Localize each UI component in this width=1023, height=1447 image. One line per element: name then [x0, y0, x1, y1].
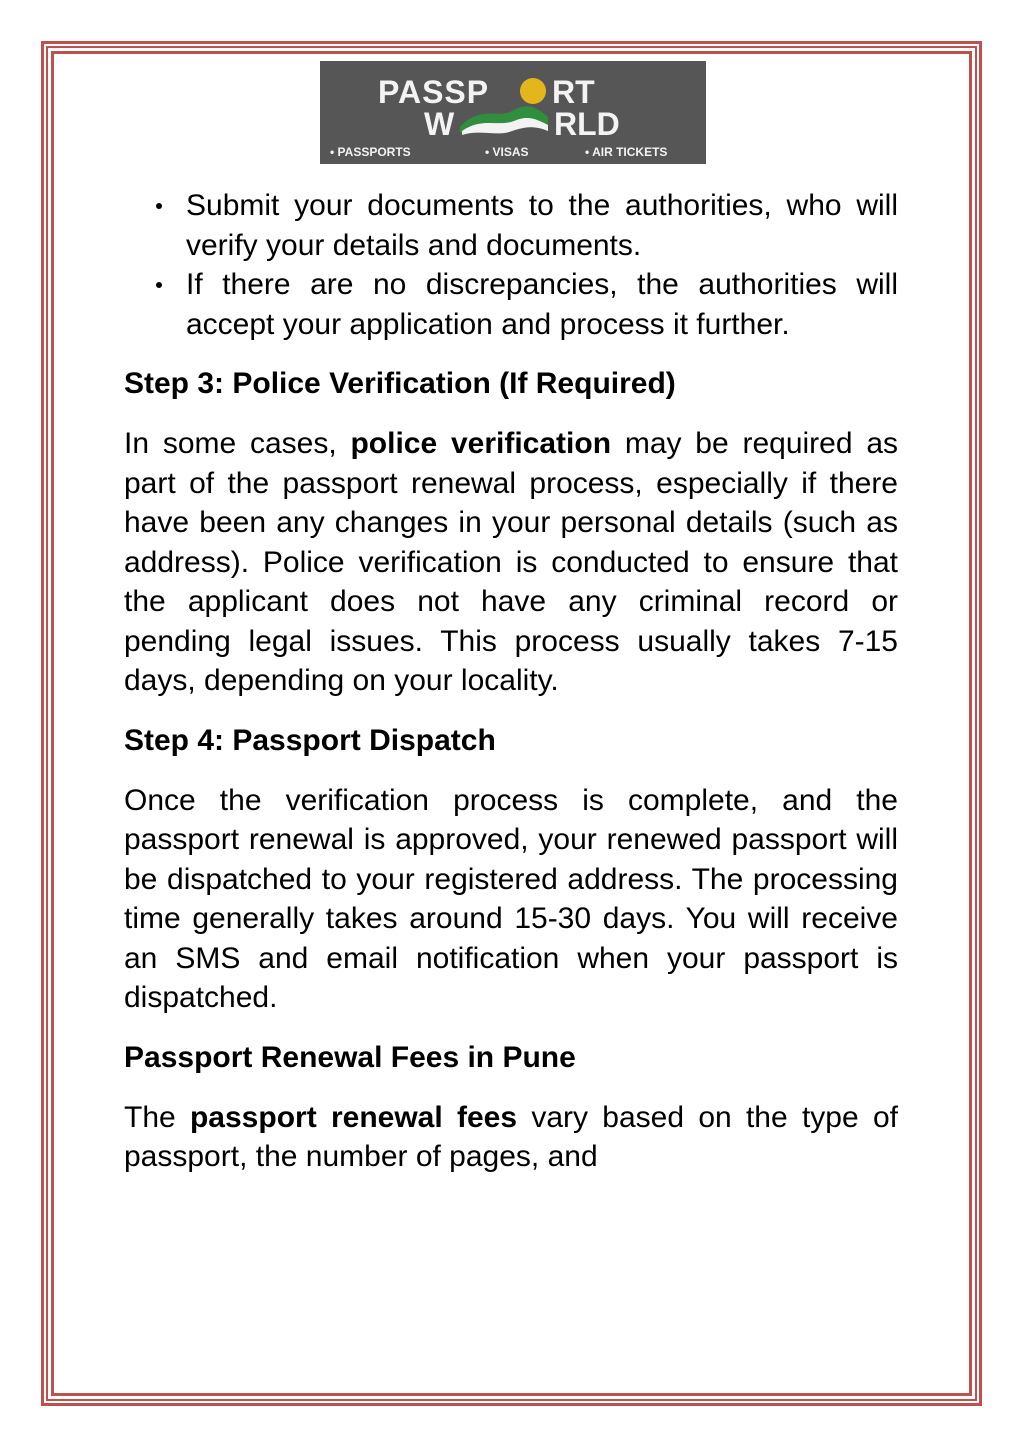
- svg-text:PASSP: PASSP: [378, 74, 490, 110]
- step3-rest: may be required as part of the passport renewal process, especially if there have been any changes in your personal details (such as address). Police verification is conducted to ensure that the applicant does not have any criminal record or pending legal issues. This process usually takes 7-15 days, depending on your locality.: [124, 427, 899, 697]
- svg-text:W: W: [424, 106, 455, 142]
- fees-heading: Passport Renewal Fees in Pune: [124, 1040, 576, 1074]
- step4-heading: Step 4: Passport Dispatch: [124, 723, 496, 757]
- svg-text:• PASSPORTS: • PASSPORTS: [330, 145, 411, 159]
- bullet-item: [124, 186, 898, 265]
- bullet-dot-icon: [156, 282, 162, 288]
- passport-world-logo: [320, 61, 706, 164]
- svg-text:RT: RT: [552, 74, 595, 110]
- fees-intro: The: [124, 1100, 190, 1134]
- step3-intro: In some cases,: [124, 427, 351, 460]
- step3-bold-term: police verification: [350, 427, 612, 460]
- fees-rest: vary based on the type of passport, the number of pages, and: [124, 1100, 898, 1173]
- bullet-dot-icon: [156, 203, 162, 209]
- svg-text:• VISAS: • VISAS: [485, 145, 529, 159]
- step3-heading: Step 3: Police Verification (If Required): [124, 367, 676, 400]
- bullet-list: [124, 186, 898, 344]
- step4-paragraph: Once the verification process is complete, and the passport renewal is approved, your renewed passport will be dispatched to your registered address. The processing time generally takes around 15-30 days. You will receive an SMS and email notification when your passport is dispatched.: [124, 783, 898, 1014]
- document-body: [124, 186, 898, 1177]
- bullet-text: If there are no discrepancies, the authorities will accept your application and process it further.: [186, 268, 898, 341]
- fees-paragraph: [124, 1098, 898, 1177]
- svg-text:RLD: RLD: [554, 106, 620, 142]
- step3-paragraph: [124, 424, 898, 701]
- fees-bold-term: passport renewal fees: [189, 1100, 518, 1134]
- svg-text:• AIR TICKETS: • AIR TICKETS: [585, 145, 668, 159]
- bullet-text: Submit your documents to the authorities, who will verify your details and documents.: [186, 189, 898, 262]
- bullet-item: [124, 265, 898, 344]
